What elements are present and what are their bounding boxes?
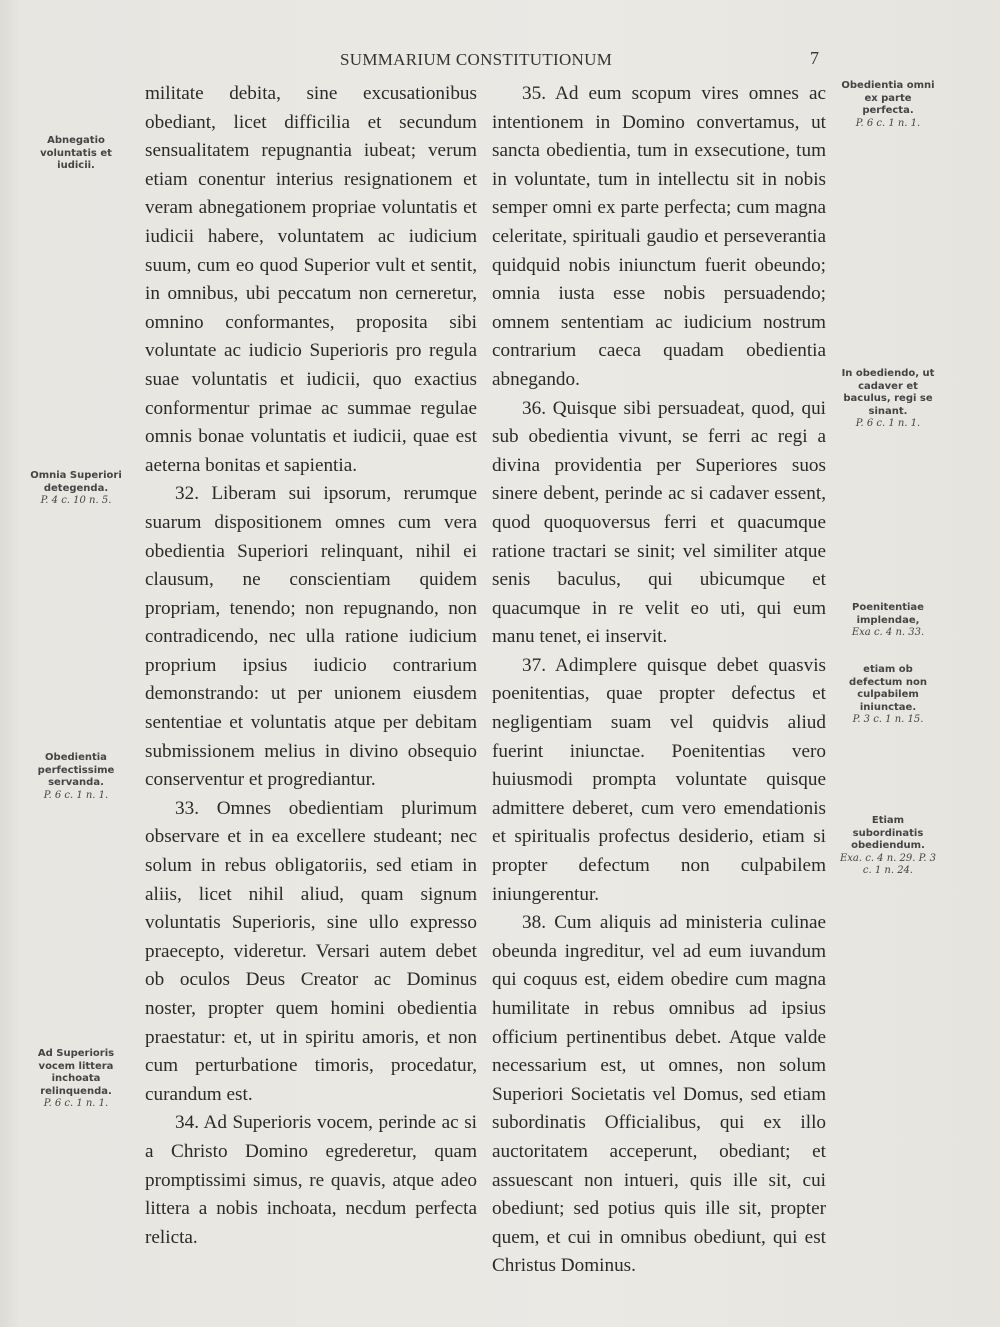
paragraph-32: 32. Liberam sui ipsorum, rerumque suarum dispositionem omnes cum vera obedientia Superiori relinquant, nihil ei clausum, ne conscientiam quidem propriam, tenendo; non repugnando, non contradicendo, nec ulla ratione iudicium proprium ipsius iudicio contrarium demonstrando: ut per unionem eiusdem sententiae et voluntatis atque per debitam submissionem melius in divino obsequio conserventur et progrediantur. — [145, 483, 477, 791]
left-margin-note-1 — [20, 135, 132, 173]
margin-note-text: Poenitentiae implendae, — [852, 602, 924, 626]
margin-note-text: Ad Superioris vocem littera inchoata relinquenda. — [37, 1048, 115, 1097]
margin-note-text: In obediendo, ut cadaver et baculus, regi se sinant. — [841, 368, 935, 417]
left-margin-note-3 — [20, 752, 132, 802]
left-margin-note-2 — [20, 470, 132, 508]
running-head-title: SUMMARIUM CONSTITUTIONUM — [340, 50, 613, 69]
margin-note-text: Obedientia omni ex parte perfecta. — [841, 80, 935, 116]
margin-note-text: Etiam subordinatis obediendum. — [851, 815, 925, 851]
margin-note-ref: Exa c. 4 n. 33. — [851, 627, 925, 638]
margin-note-ref: P. 6 c. 1 n. 1. — [43, 789, 109, 801]
margin-note-ref: P. 6 c. 1 n. 1. — [855, 117, 921, 129]
right-margin-note-2 — [838, 368, 938, 431]
margin-note-text: Obedientia perfectissime servanda. — [37, 752, 115, 788]
paragraph-37: 37. Adimplere quisque debet quasvis poenitentias, quae propter defectus et negligentiam suam vel quidvis aliud fuerint iniunctae. Poenitentias vero huiusmodi prompta voluntate quisque admittere deberet, cum vero emendationis et spiritualis profectus desiderio, etiam si propter defectum non culpabilem iniungerentur. — [492, 654, 826, 905]
paragraph-continuation: militate debita, sine excusationibus obediant, licet difficilia et secundum sensualitatem repugnantia iubeat; verum etiam conentur interius resignationem et veram abnegationem propriae voluntatis et iudicii habere, voluntatem ac iudicium suum, cum eo quod Superior vult et sentit, in omnibus, ubi peccatum non cerneretur, omnino conformantes, proposita sibi voluntate ac iudicio Superioris pro regula suae voluntatis et iudicii, quo exactius conformentur primae ac summae regulae omnis bonae voluntatis et iudicii, quae est aeterna bonitas et sapientia. — [145, 83, 477, 476]
paragraph-36: 36. Quisque sibi persuadeat, quod, qui sub obedientia vivunt, se ferri ac regi a divina providentia per Superiores suos sinere debent, perinde ac si cadaver essent, quod quoquoversus ferri et quacumque ratione tractari se sinit; vel similiter atque senis baculus, qui ubicumque et quacumque in re velit eo uti, qui eum manu tenet, ei inservit. — [492, 397, 826, 648]
left-text-column — [145, 80, 477, 1252]
paragraph-34: 34. Ad Superioris vocem, perinde ac si a Christo Domino egrederetur, quam promptissimi simus, re quavis, atque adeo littera a nobis inchoata, necdum perfecta relicta. — [145, 1112, 477, 1248]
margin-note-ref: P. 6 c. 1 n. 1. — [855, 418, 921, 429]
paragraph-35: 35. Ad eum scopum vires omnes ac intentionem in Domino convertamus, ut sancta obedientia, tum in exsecutione, tum in voluntate, tum in intellectu sit in nobis semper omni ex parte perfecta; cum magna celeritate, spirituali gaudio et perseverantia quidquid nobis iniunctum fuerit obeundo; omnia iusta esse nobis persuadendo; omnem sententiam ac iudicium nostrum contrarium caeca quadam obedientia abnegando. — [492, 83, 826, 390]
paragraph-33: 33. Omnes obedientiam plurimum observare et in ea excellere studeant; nec solum in rebus obligatoriis, sed etiam in aliis, licet nihil aliud, quam signum voluntatis Superioris, sine ullo expresso praecepto, videretur. Versari autem debet ob oculos Deus Creator ac Dominus noster, propter quem homini obedientia praestatur: et, ut in spiritu amoris, et non cum perturbatione timoris, procedatur, curandum est. — [145, 797, 477, 1105]
margin-note-text: etiam ob defectum non culpabilem iniunctae. — [849, 664, 927, 713]
right-margin-note-3 — [838, 602, 938, 640]
margin-note-ref: P. 6 c. 1 n. 1. — [43, 1098, 109, 1109]
right-margin-note-4 — [838, 664, 938, 727]
margin-note-ref: Exa. c. 4 n. 29. P. 3 c. 1 n. 24. — [839, 852, 937, 876]
right-margin-note-5 — [838, 815, 938, 878]
right-text-column — [492, 80, 826, 1281]
margin-note-text: Abnegatio voluntatis et iudicii. — [40, 135, 112, 171]
left-margin-note-4 — [20, 1048, 132, 1111]
page-number: 7 — [810, 48, 819, 68]
margin-note-text: Omnia Superiori detegenda. — [30, 470, 122, 494]
right-margin-note-1 — [838, 80, 938, 130]
paragraph-38: 38. Cum aliquis ad ministeria culinae obeunda ingreditur, vel ad eum iuvandum qui coquus est, eidem obedire cum magna humilitate in rebus omnibus ad ipsius officium pertinentibus debet. Atque valde necessarium est, ut omnes, non solum Superiori Societatis vel Domus, sed etiam subordinatis Officialibus, qui ex illo auctoritatem acceperunt, obediant; et assuescant non intueri, quis ille sit, cui obediunt; sed potius quis ille sit, propter quem, et cui in omnibus obediunt, qui est Christus Dominus. — [492, 912, 826, 1277]
margin-note-ref: P. 4 c. 10 n. 5. — [40, 495, 112, 506]
margin-note-ref: P. 3 c. 1 n. 15. — [852, 714, 924, 725]
